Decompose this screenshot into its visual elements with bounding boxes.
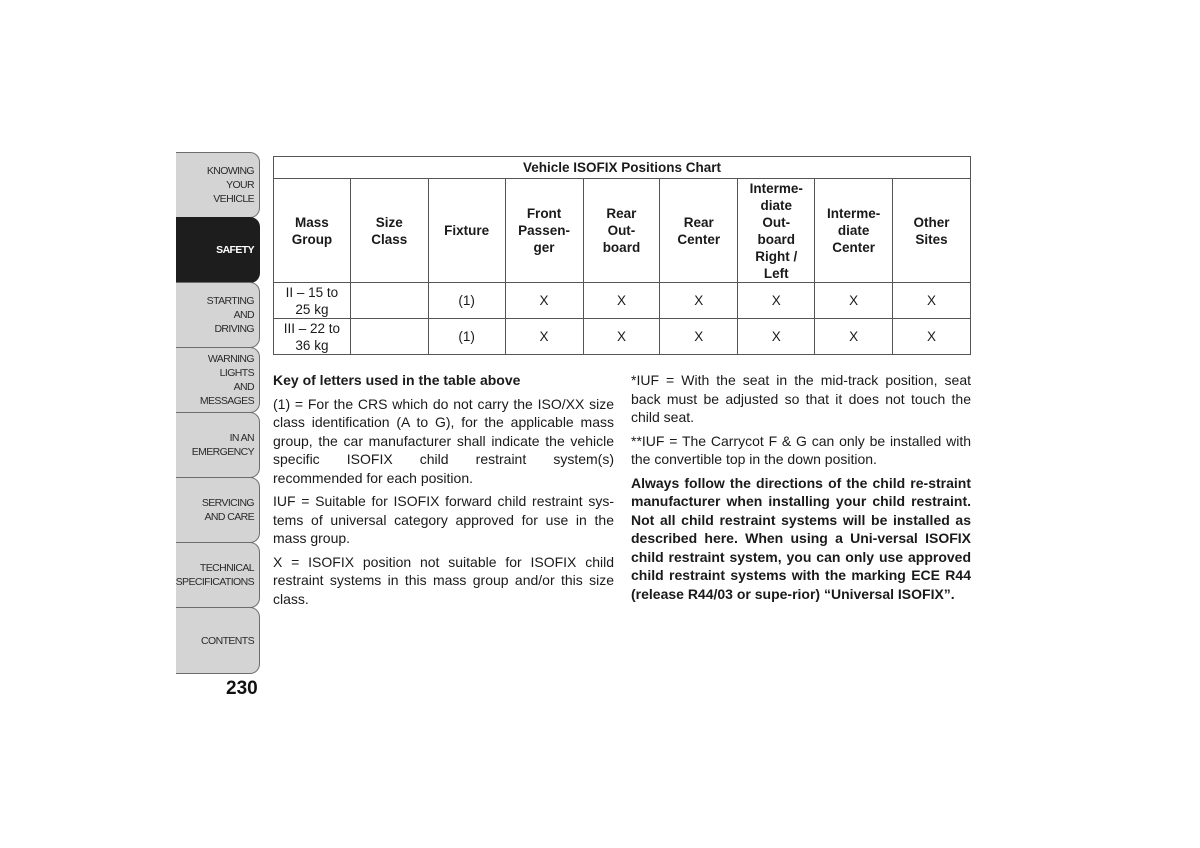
note-paragraph: **IUF = The Carrycot F & G can only be installed with the convertible top in the down position. bbox=[631, 432, 971, 467]
key-column bbox=[273, 371, 614, 613]
key-paragraph: X = ISOFIX position not suitable for ISOFIX child restraint systems in this mass group and/or this size class. bbox=[273, 553, 614, 607]
column-header: Fixture bbox=[428, 179, 505, 283]
table-cell: X bbox=[815, 319, 893, 355]
table-cell: II – 15 to 25 kg bbox=[274, 283, 351, 319]
tab-knowing-your-vehicle[interactable]: KNOWING YOUR VEHICLE bbox=[176, 152, 260, 218]
notes-column bbox=[631, 371, 971, 608]
table-cell: (1) bbox=[428, 319, 505, 355]
table-cell: X bbox=[660, 319, 738, 355]
column-header: Size Class bbox=[350, 179, 428, 283]
column-header: Rear Center bbox=[660, 179, 738, 283]
table-cell: X bbox=[815, 283, 893, 319]
table-header-row bbox=[274, 179, 971, 283]
table-cell: (1) bbox=[428, 283, 505, 319]
key-heading: Key of letters used in the table above bbox=[273, 372, 521, 388]
page-number: 230 bbox=[226, 678, 258, 699]
key-paragraph: IUF = Suitable for ISOFIX forward child restraint sys-tems of universal category approved for use in the mass group. bbox=[273, 493, 614, 546]
tab-starting-and-driving[interactable]: STARTING AND DRIVING bbox=[176, 282, 260, 348]
tab-technical-specifications[interactable]: TECHNICAL SPECIFICATIONS bbox=[176, 542, 260, 608]
column-header: Interme- diate Center bbox=[815, 179, 893, 283]
column-header: Front Passen- ger bbox=[505, 179, 583, 283]
key-paragraph: (1) = For the CRS which do not carry the ISO/XX size class identification (A to G), for the applicable mass group, the car manufacturer shall indicate the vehicle specific ISOFIX child restraint system(s) recommended for each position. bbox=[273, 395, 614, 486]
tab-safety[interactable]: SAFETY bbox=[176, 217, 260, 283]
table-cell: X bbox=[505, 283, 583, 319]
table-cell: X bbox=[893, 283, 971, 319]
column-header: Interme- diate Out- board Right / Left bbox=[738, 179, 815, 283]
table-cell bbox=[350, 283, 428, 319]
table-cell: X bbox=[583, 319, 660, 355]
table-row bbox=[274, 319, 971, 355]
tab-in-an-emergency[interactable]: IN AN EMERGENCY bbox=[176, 412, 260, 478]
column-header: Rear Out- board bbox=[583, 179, 660, 283]
table-cell: X bbox=[660, 283, 738, 319]
tab-contents[interactable]: CONTENTS bbox=[176, 607, 260, 674]
table-cell: X bbox=[583, 283, 660, 319]
column-header: Other Sites bbox=[893, 179, 971, 283]
table-title: Vehicle ISOFIX Positions Chart bbox=[274, 157, 971, 179]
table-cell: X bbox=[738, 283, 815, 319]
table-cell bbox=[350, 319, 428, 355]
isofix-positions-table bbox=[273, 156, 971, 355]
note-paragraph: *IUF = With the seat in the mid-track position, seat back must be adjusted so that it does not touch the child seat. bbox=[631, 372, 971, 425]
table-row bbox=[274, 283, 971, 319]
table-cell: X bbox=[893, 319, 971, 355]
warning-paragraph: Always follow the directions of the child re-straint manufacturer when installing your child restraint. Not all child restraint systems will be installed as described here. When using a Uni-versal ISOFIX child restraint system, you can only use approved child restraint systems with the marking ECE R44 (release R44/03 or supe-rior) “Universal ISOFIX”. bbox=[631, 474, 971, 602]
column-header: Mass Group bbox=[274, 179, 351, 283]
table-cell: III – 22 to 36 kg bbox=[274, 319, 351, 355]
tab-warning-lights-and-messages[interactable]: WARNING LIGHTS AND MESSAGES bbox=[176, 347, 260, 413]
tab-servicing-and-care[interactable]: SERVICING AND CARE bbox=[176, 477, 260, 543]
table-cell: X bbox=[738, 319, 815, 355]
table-cell: X bbox=[505, 319, 583, 355]
